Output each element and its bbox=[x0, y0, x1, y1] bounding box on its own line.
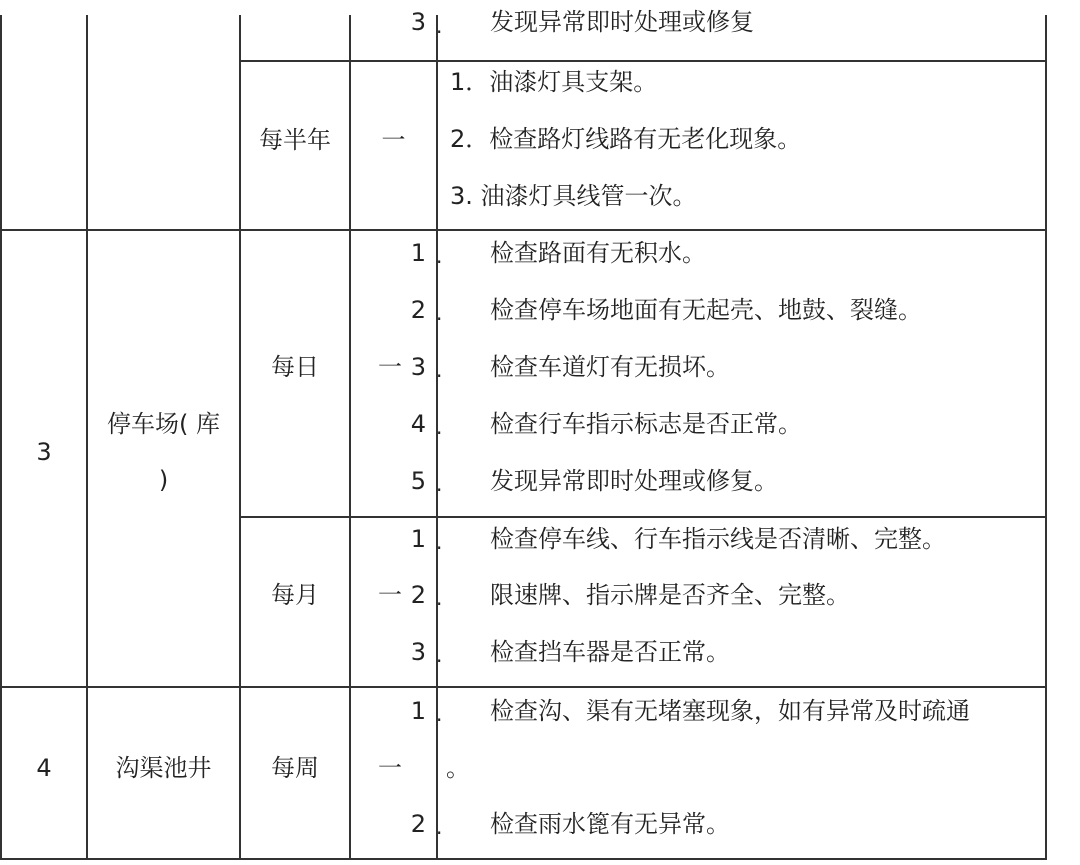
weekly-item-2: 检查雨水篦有无异常。 bbox=[490, 810, 730, 838]
daily-number-4: 4 bbox=[410, 410, 426, 438]
dash-monthly: 一 bbox=[378, 581, 402, 609]
frequency-halfyear: 每半年 bbox=[259, 126, 331, 154]
continued-number: 3 bbox=[410, 8, 426, 36]
monthly-dot-1: . bbox=[436, 530, 443, 554]
daily-item-1: 检查路面有无积水。 bbox=[490, 239, 706, 267]
dash-weekly: 一 bbox=[378, 754, 402, 782]
row3-name-line2: ) bbox=[158, 466, 169, 494]
daily-item-2: 检查停车场地面有无起壳、地鼓、裂缝。 bbox=[490, 296, 922, 324]
dash-daily: 一 bbox=[378, 353, 402, 381]
weekly-item-1-end: 。 bbox=[446, 754, 470, 782]
row-divider-row4 bbox=[0, 686, 1047, 688]
frequency-weekly: 每周 bbox=[271, 754, 319, 782]
daily-dot-2: . bbox=[436, 301, 443, 325]
daily-dot-1: . bbox=[436, 244, 443, 268]
monthly-item-3: 检查挡车器是否正常。 bbox=[490, 638, 730, 666]
row-divider-monthly bbox=[239, 516, 1047, 518]
daily-number-3: 3 bbox=[410, 353, 426, 381]
table-bottom-border bbox=[0, 858, 1047, 860]
monthly-dot-3: . bbox=[436, 643, 443, 667]
weekly-dot-2: . bbox=[436, 815, 443, 839]
monthly-number-1: 1 bbox=[410, 525, 426, 553]
daily-number-1: 1 bbox=[410, 239, 426, 267]
weekly-dot-1: . bbox=[436, 702, 443, 726]
daily-number-5: 5 bbox=[410, 467, 426, 495]
daily-number-2: 2 bbox=[410, 296, 426, 324]
continued-dot: . bbox=[436, 14, 443, 38]
table-right-border bbox=[1045, 15, 1047, 860]
frequency-daily: 每日 bbox=[271, 353, 319, 381]
daily-item-4: 检查行车指示标志是否正常。 bbox=[490, 410, 802, 438]
frequency-monthly: 每月 bbox=[271, 581, 319, 609]
weekly-number-1: 1 bbox=[410, 697, 426, 725]
row-divider-row3 bbox=[0, 229, 1047, 231]
halfyear-item-3: 3. 油漆灯具线管一次。 bbox=[450, 182, 697, 210]
row3-index: 3 bbox=[36, 438, 52, 466]
row-divider-halfyear bbox=[239, 60, 1047, 62]
row3-name-line1: 停车场( 库 bbox=[107, 410, 220, 438]
monthly-number-2: 2 bbox=[410, 581, 426, 609]
daily-item-5: 发现异常即时处理或修复。 bbox=[490, 467, 778, 495]
daily-dot-5: . bbox=[436, 472, 443, 496]
row4-name: 沟渠池井 bbox=[115, 754, 212, 782]
weekly-number-2: 2 bbox=[410, 810, 426, 838]
row4-index: 4 bbox=[36, 754, 52, 782]
daily-dot-3: . bbox=[436, 358, 443, 382]
daily-dot-4: . bbox=[436, 415, 443, 439]
daily-item-3: 检查车道灯有无损坏。 bbox=[490, 353, 730, 381]
monthly-dot-2: . bbox=[436, 586, 443, 610]
monthly-item-1: 检查停车线、行车指示线是否清晰、完整。 bbox=[490, 525, 946, 553]
monthly-number-3: 3 bbox=[410, 638, 426, 666]
dash-halfyear: 一 bbox=[381, 126, 406, 154]
monthly-item-2: 限速牌、指示牌是否齐全、完整。 bbox=[490, 581, 850, 609]
weekly-item-1: 检查沟、渠有无堵塞现象，如有异常及时疏通 bbox=[490, 697, 970, 725]
halfyear-item-1: 1．油漆灯具支架。 bbox=[450, 68, 658, 96]
continued-item: 发现异常即时处理或修复 bbox=[490, 8, 754, 36]
halfyear-item-2: 2．检查路灯线路有无老化现象。 bbox=[450, 125, 802, 153]
